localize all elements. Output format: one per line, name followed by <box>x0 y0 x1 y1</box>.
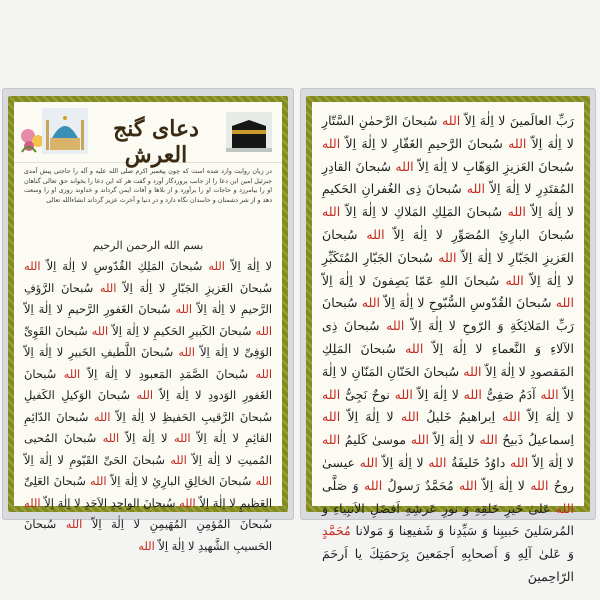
divine-name-red: الله <box>322 135 341 151</box>
divine-name-red: الله <box>322 386 341 402</box>
prayer-segment: لا اِلٰهَ اِلاّ <box>108 323 150 338</box>
prayer-segment: لا اِلٰهَ اِلاّ <box>456 249 504 265</box>
divine-name-red: الله <box>90 474 107 488</box>
prayer-segment: لا اِلٰهَ اِلاّ <box>24 452 64 467</box>
prayer-segment: لا اِلٰهَ اِلاّ <box>377 454 429 470</box>
prayer-segment: العَظیمِ لا اِلٰهَ اِلاّ <box>195 495 272 510</box>
prayer-segment: سُبحانَ الخالِقِ البارِئِ لا اِلٰهَ اِلاّ <box>106 474 256 488</box>
prayer-segment: سُبحانَ العَلِیِّ <box>24 474 90 488</box>
divine-name-red: مُحَمَّدٍ <box>322 523 351 539</box>
divine-name-red: الله <box>91 323 109 338</box>
prayer-segment: لا اِلٰهَ اِلاّ <box>347 409 401 425</box>
prayer-segment: سُبحانَ الدّائِمِ القائِمِ لا اِلٰهَ اِلاّ <box>24 409 273 445</box>
prayer-segment: سُبحانَ الرَّحمٰنِ السَّتّارِ لا اِلٰهَ اِلاّ <box>322 113 574 151</box>
prayer-segment: سُبحانَ رَبِّ المَلائِكَةِ وَ الرّوحِ لا اِلٰهَ اِلاّ <box>322 295 574 334</box>
divine-name-red: الله <box>410 432 430 448</box>
divine-name-red: الله <box>174 431 191 445</box>
divine-name-red: الله <box>530 477 549 493</box>
prayer-segment: سُبحانَ المَلِكِ المَلاكِ لا اِلٰهَ اِلاّ <box>340 204 508 220</box>
prayer-segment: سُبحانَ القُدّوسِ السُّبّوحِ لا اِلٰهَ اِلاّ <box>380 295 556 311</box>
prayer-segment: سُبحانَ ذِی <box>405 181 467 197</box>
prayer-segment: سُبحانَ المَلِكِ القُدّوسِ لا اِلٰهَ اِلاّ <box>40 259 209 273</box>
divine-name-red: الله <box>507 204 526 220</box>
divine-name-red: الله <box>555 295 574 311</box>
left-page <box>14 102 282 553</box>
divine-name-red: الله <box>509 454 529 470</box>
divine-name-red: الله <box>459 477 478 493</box>
prayer-segment: سُبحانَ الحَسیبِ الشَّهیدِ لا اِلٰهَ اِلاّ <box>24 517 272 553</box>
divine-name-red: الله <box>359 454 378 470</box>
divine-name-red: الله <box>65 517 83 531</box>
divine-name-red: الله <box>555 500 574 516</box>
prayer-segment: اِلٰهَ اِلاّ <box>413 158 448 174</box>
kaaba-illustration <box>226 112 272 152</box>
prayer-segment: اِلاّ <box>412 386 429 402</box>
prayer-segment: لا اِلٰهَ اِلاّ <box>429 432 480 448</box>
prayer-segment: سُبحانَ البارِئِ المُصَوِّرِ لا اِلٰهَ اِلاّ <box>384 226 574 242</box>
divine-name-red: الله <box>208 259 225 273</box>
divine-name-red: الله <box>178 345 195 359</box>
divine-name-red: الله <box>438 249 457 265</box>
prayer-segment: سُبحانَ الرَّؤفِ الرَّحیمِ لا اِلٰهَ اِلاّ <box>24 280 272 316</box>
prayer-segment: نوحٌ نَجِیُّ <box>340 386 395 402</box>
divine-name-red: الله <box>179 495 196 510</box>
divine-name-red: الله <box>463 386 482 402</box>
prayer-segment: لا اِلٰهَ اِلاّ <box>520 409 574 425</box>
prayer-segment: سُبحانَ المَلِكِ المَقصودِ لا اِلٰهَ اِلاّ <box>322 340 574 379</box>
prayer-segment: لا اِلٰهَ اِلاّ <box>224 259 272 273</box>
divine-name-red: الله <box>63 366 81 381</box>
prayer-segment: سُبحانَ المُؤمِنِ المُهَیمِنِ لا اِلٰهَ اِلاّ <box>82 517 272 531</box>
prayer-segment: سُبحانَ العَزیزِ الجَبّارِ <box>322 226 574 265</box>
right-page <box>312 102 584 584</box>
left-page-frame <box>8 96 288 553</box>
divine-name-red: الله <box>138 538 155 553</box>
divine-name-red: الله <box>102 431 120 445</box>
prayer-segment: سُبحانَ الواحِدِ الاَحَدِ لا اِلٰهَ اِلاّ <box>40 495 180 510</box>
divine-name-red: الله <box>322 432 341 448</box>
divine-name-red: الله <box>442 113 461 128</box>
prayer-segment: سُبحانَ الصَّمَدِ المَعبودِ لا اِلٰهَ اِلاّ <box>80 366 256 381</box>
prayer-segment: موسیٰ كَلیمُ <box>340 432 411 448</box>
divine-name-red: الله <box>24 259 41 273</box>
left-sleeve <box>2 88 294 553</box>
prayer-segment: سُبحانَ الرَّقیبِ الحَفیظِ لا اِلٰهَ اِلاّ <box>110 409 272 424</box>
divine-name-red: الله <box>386 318 405 334</box>
prayer-segment: عَلیٰ خَیرِ خَلقِهِ وَ نورِ عَرشِهِ اَفضَلِ <box>369 500 556 516</box>
prayer-segment: یَصِفونَ لا اِلٰهَ اِلاّ <box>322 272 409 288</box>
prayer-segment: رَبِّ العالَمینَ لا اِلٰهَ اِلاّ <box>460 113 574 128</box>
prayer-segment: سُبحانَ الجَبّارِ المُتَكَبِّرِ لا اِلٰهَ اِلاّ <box>322 249 575 288</box>
prayer-segment: سُبحانَ الرَّحیمِ الغَفّارِ لا اِلٰهَ اِلاّ <box>340 135 503 151</box>
prayer-segment: لا اِلٰهَ <box>432 386 464 402</box>
divine-name-red: الله <box>361 295 381 311</box>
right-page-frame <box>306 96 590 584</box>
prayer-segment: مُحَمَّدٌ رَسولُ <box>382 477 459 493</box>
prayer-text-right <box>312 102 584 597</box>
prayer-segment: وَ النَّعماءِ لا اِلٰهَ اِلاّ <box>423 340 542 356</box>
divine-name-red: الله <box>170 452 187 467</box>
divine-name-red: الله <box>405 340 424 356</box>
right-sleeve <box>300 88 596 584</box>
prayer-segment: لا اِلٰهَ اِلاّ <box>482 477 531 493</box>
divine-name-red: الله <box>175 302 192 316</box>
basmala: بسم الله الرحمن الرحیم <box>92 239 204 252</box>
prayer-segment: لا اِلٰهَ اِلاّ <box>532 454 574 470</box>
divine-name-red: الله <box>366 226 385 242</box>
divine-name-red: الله <box>395 158 414 174</box>
page-header <box>14 102 282 168</box>
prayer-segment: سُبحانَ الحَیِّ القَیّومِ <box>69 452 171 467</box>
divine-name-red: الله <box>136 388 154 402</box>
prayer-segment: سُبحانَ <box>239 280 272 295</box>
divine-name-red: الله <box>508 135 527 151</box>
divine-name-red: الله <box>255 474 272 488</box>
divine-name-red: الله <box>400 409 420 425</box>
intro-paragraph: در زبان روایت وارد شده است که چون پیغمبر اکرم صلی الله علیه و آله را حاجتی پیش آمدی جبرئیل امین این دعا را از جانب پروردگار آورد و گفت هر که این دعا را بخواند حق تعالی گناهان او را بیامرزد و حاجات او را برآورد و از بلاها و آفات ایمن گرداند و خداوند روزی او را وسعت دهد و از شر دشمنان و حاسدان نگاه دارد و در دنیا و آخرت عزیز گرداند انشاءالله تعالی <box>24 168 272 204</box>
divine-name-red: الله <box>466 181 485 197</box>
page-title: دعای گنج العرش <box>113 116 199 168</box>
divine-name-red: الله <box>428 454 447 470</box>
divine-name-red: الله <box>479 432 498 448</box>
prayer-segment: سُبحانَ العَزیزِ الوَهّابِ لا <box>451 158 574 174</box>
prayer-segment: سُبحانَ المُحیی المُمیتِ لا اِلٰهَ اِلاّ <box>24 431 272 467</box>
prayer-segment: سُبحانَ الوَكیلِ الكَفیلِ <box>24 388 137 402</box>
prayer-segment: سُبحانَ الغَفورِ الرَّحیمِ لا اِلٰهَ اِلاّ <box>24 302 171 316</box>
prayer-segment: الخَبیرِ لا اِلٰهَ اِلاّ <box>24 345 96 359</box>
prayer-segment: وَ صَلَّی <box>322 477 364 493</box>
divine-name-red: الله <box>463 363 482 379</box>
divine-name-red: الله <box>93 409 111 424</box>
divine-name-red: الله <box>99 280 117 295</box>
divine-name-red: الله <box>540 386 559 402</box>
divine-name-red: الله <box>505 272 524 288</box>
prayer-segment: سُبحانَ الحَنّانِ المَنّانِ لا اِلٰهَ اِلاّ <box>322 363 574 402</box>
divine-name-red: الله <box>363 477 383 493</box>
divine-name-red: الله <box>322 204 341 220</box>
prayer-segment: عیسیٰ روحُ <box>322 454 575 493</box>
prayer-segment: العَزیزِ الجَبّارِ لا اِلٰهَ اِلاّ <box>116 280 234 295</box>
divine-name-red: الله <box>502 409 521 425</box>
prayer-segment: وَ عَلیٰ آلِهِ وَ اَصحابِهِ اَجمَعینَ بِرَحمَتِكَ یا اَرحَمَ الرّاحِمینَ <box>322 546 574 584</box>
prayer-segment: داوُدُ خَلیفَةُ <box>446 454 510 470</box>
prayer-segment: سُبحانَ القادِرِ المُقتَدِرِ لا اِلٰهَ اِلاّ <box>322 158 574 197</box>
mosque-illustration <box>42 108 88 154</box>
prayer-segment: آدَمُ صَفِیُّ <box>481 386 541 402</box>
prayer-segment: سُبحانَ الغَفورِ الوَدودِ لا اِلٰهَ اِلاّ <box>24 366 272 402</box>
prayer-segment: سُبحانَ الكَبیرِ الحَكیمِ <box>153 323 256 338</box>
prayer-segment: سُبحانَ القَوِیِّ الوَفِیِّ لا اِلٰهَ اِلاّ <box>24 323 272 359</box>
prayer-segment: الاَنبِیاءِ وَ المُرسَلینَ حَبیبِنا وَ سَیِّدِنا وَ شَفیعِنا وَ مَولانا <box>322 500 574 539</box>
prayer-segment: سُبحانَ اللهِ عَمّا <box>414 272 506 288</box>
prayer-segment: اِبراهیمُ خَلیلُ <box>419 409 503 425</box>
divine-name-red: الله <box>322 409 341 425</box>
prayer-segment: سُبحانَ ذِی الآلاءِ <box>322 318 574 356</box>
divine-name-red: الله <box>394 386 413 402</box>
divine-name-red: الله <box>24 495 41 510</box>
divine-name-red: الله <box>255 366 272 381</box>
prayer-segment: لا اِلٰهَ اِلاّ <box>119 431 168 445</box>
divine-name-red: الله <box>255 323 273 338</box>
prayer-segment: الغُفرانِ الحَكیمِ لا اِلٰهَ اِلاّ <box>322 181 575 220</box>
prayer-text-left <box>14 256 282 557</box>
prayer-segment: اِسماعیلُ ذَبیحُ <box>497 432 574 448</box>
prayer-segment: سُبحانَ اللَّطیفِ <box>100 345 179 359</box>
